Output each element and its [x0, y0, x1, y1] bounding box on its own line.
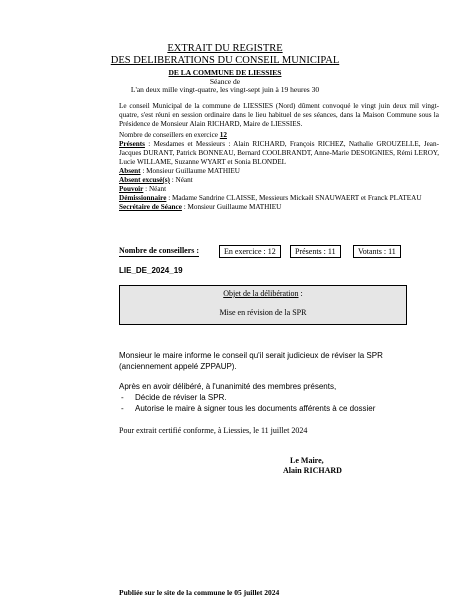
objet-title: Objet de la délibération :: [223, 289, 303, 298]
attendance-block: [119, 131, 439, 212]
intro-paragraph: Le conseil Municipal de la commune de LIESSIES (Nord) dûment convoqué le vingt juin deux mil vingt-quatre, s'est réuni en session ordinaire dans le lieu habituel de ses séances, dans la Maison Commune sous la Présidence de Monsieur Alain RICHARD, Maire de LIESSIES.: [119, 102, 439, 128]
absent-label: Absent: [119, 167, 141, 175]
pouvoir-line: [119, 185, 439, 194]
objet-box: [119, 285, 407, 325]
deliberations-title: DES DELIBERATIONS DU CONSEIL MUNICIPAL: [110, 55, 340, 66]
excuses-text: : Néant: [169, 176, 193, 184]
excuses-line: [119, 176, 439, 185]
deliberation-reference: LIE_DE_2024_19: [119, 266, 183, 275]
decision-item: - Décide de réviser la SPR.: [119, 392, 409, 403]
register-title: EXTRAIT DU REGISTRE: [167, 43, 283, 54]
seance-label: Séance de: [209, 77, 241, 86]
presents-label: Présents: [119, 140, 145, 148]
decision-item: - Autorise le maire à signer tous les documents afférents à ce dossier: [119, 403, 409, 414]
secretaire-label: Secrétaire de Séance: [119, 203, 182, 211]
seance-date: L'an deux mille vingt-quatre, les vingt-sept juin à 19 heures 30: [130, 85, 320, 94]
decision-list: [119, 392, 409, 414]
demission-text: : Madame Sandrine CLAISSE, Messieurs Mickaël SNAUWAERT et Franck PLATEAU: [166, 194, 422, 202]
count-presents: Présents : 11: [290, 245, 341, 258]
signature-name: Alain RICHARD: [283, 466, 342, 475]
body-paragraph-2: Après en avoir délibéré, à l'unanimité des membres présents,: [119, 382, 337, 391]
certification-line: Pour extrait certifié conforme, à Liessies, le 11 juillet 2024: [119, 426, 308, 435]
demission-line: [119, 194, 439, 203]
decision-block: [119, 381, 409, 414]
publication-footer: Publiée sur le site de la commune le 05 juillet 2024: [119, 588, 280, 597]
pouvoir-label: Pouvoir: [119, 185, 144, 193]
excuses-label: Absent excusé(s): [119, 176, 170, 184]
demission-label: Démissionnaire: [119, 194, 167, 202]
pouvoir-text: : Néant: [143, 185, 167, 193]
counts-row: [119, 245, 409, 257]
counts-label: Nombre de conseillers :: [119, 246, 200, 255]
absent-line: [119, 167, 439, 176]
members-count-line: [119, 131, 439, 140]
count-exercice: En exercice : 12: [219, 245, 281, 258]
members-count-value: 12: [219, 131, 227, 139]
count-votants: Votants : 11: [353, 245, 401, 258]
signature-title: Le Maire,: [290, 456, 324, 465]
body-paragraph-1: Monsieur le maire informe le conseil qu'il serait judicieux de réviser la SPR (anciennement appelé ZPPAUP).: [119, 351, 383, 371]
absent-text: : Monsieur Guillaume MATHIEU: [140, 167, 240, 175]
secretaire-line: [119, 203, 439, 212]
members-count-label: Nombre de conseillers en exercice: [119, 131, 218, 139]
objet-description: Mise en révision de la SPR: [219, 308, 307, 317]
commune-title: DE LA COMMUNE DE LIESSIES: [168, 68, 282, 77]
secretaire-text: : Monsieur Guillaume MATHIEU: [181, 203, 282, 211]
presents-text: : Mesdames et Messieurs : Alain RICHARD, François RICHEZ, Nathalie GROUZELLE, Jean-Jacques DURANT, Patrick BONNEAU, Bernard COOLBRANDT, Anne-Marie DESOIGNIES, Rémi LEROY, Lucie WILLAME, Suzanne WYART et Sonia BLONDEL: [119, 140, 439, 166]
presents-line: [119, 140, 439, 167]
